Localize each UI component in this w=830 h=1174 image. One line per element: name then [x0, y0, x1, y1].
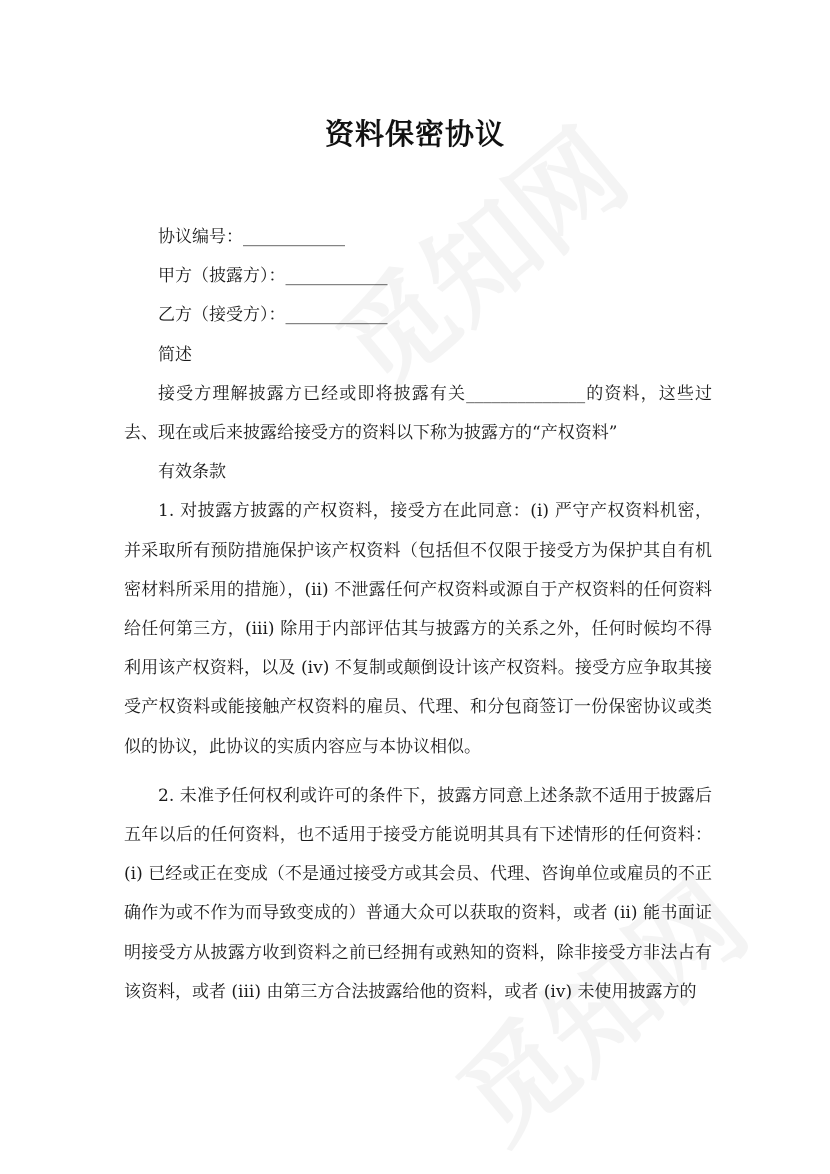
party-a-field: 甲方（披露方）：____________ — [158, 266, 388, 287]
clause-1-paragraph: 1. 对披露方披露的产权资料，接受方在此同意：(i) 严守产权资料机密，并采取所有预防措施保护该产权资料（包括但不仅限于接受方为保护其自有机密材料所采用的措施），(ii) 不泄露任何产权资料或源自于产权资料的任何资料给任何第三方，(iii) 除用于内部评估其与披露方的关系之外，任何时候均不得利用该产权资料，以及 (iv) 不复制或颠倒设计该产权资料。接受方应争取其接受产权资料或能接触产权资料的雇员、代理、和分包商签订一份保密协议或类似的协议，此协议的实质内容应与本协议相似。 — [124, 501, 712, 757]
summary-paragraph: 接受方理解披露方已经或即将披露有关______________的资料，这些过去、现在或后来披露给接受方的资料以下称为披露方的“产权资料” — [124, 383, 712, 444]
section-heading-terms: 有效条款 — [158, 462, 226, 483]
agreement-number-field: 协议编号：____________ — [158, 227, 345, 247]
clause-2-paragraph: 2. 未准予任何权利或许可的条件下，披露方同意上述条款不适用于披露后五年以后的任何资料，也不适用于接受方能说明其具有下述情形的任何资料：(i) 已经或正在变成（不是通过接受方或其会员、代理、咨询单位或雇员的不正确作为或不作为而导致变成的）普通大众可以获取的资料，或者 (ii) 能书面证明接受方从披露方收到资料之前已经拥有或熟知的资料，除非接受方非法占有该资料，或者 (iii) 由第三方合法披露给他的资料，或者 (iv) 未使用披露方的 — [124, 785, 712, 1002]
party-b-field: 乙方（接受方）：____________ — [158, 305, 388, 326]
section-heading-summary: 简述 — [158, 344, 192, 365]
document-body — [124, 218, 712, 1012]
document-title: 资料保密协议 — [324, 117, 505, 151]
